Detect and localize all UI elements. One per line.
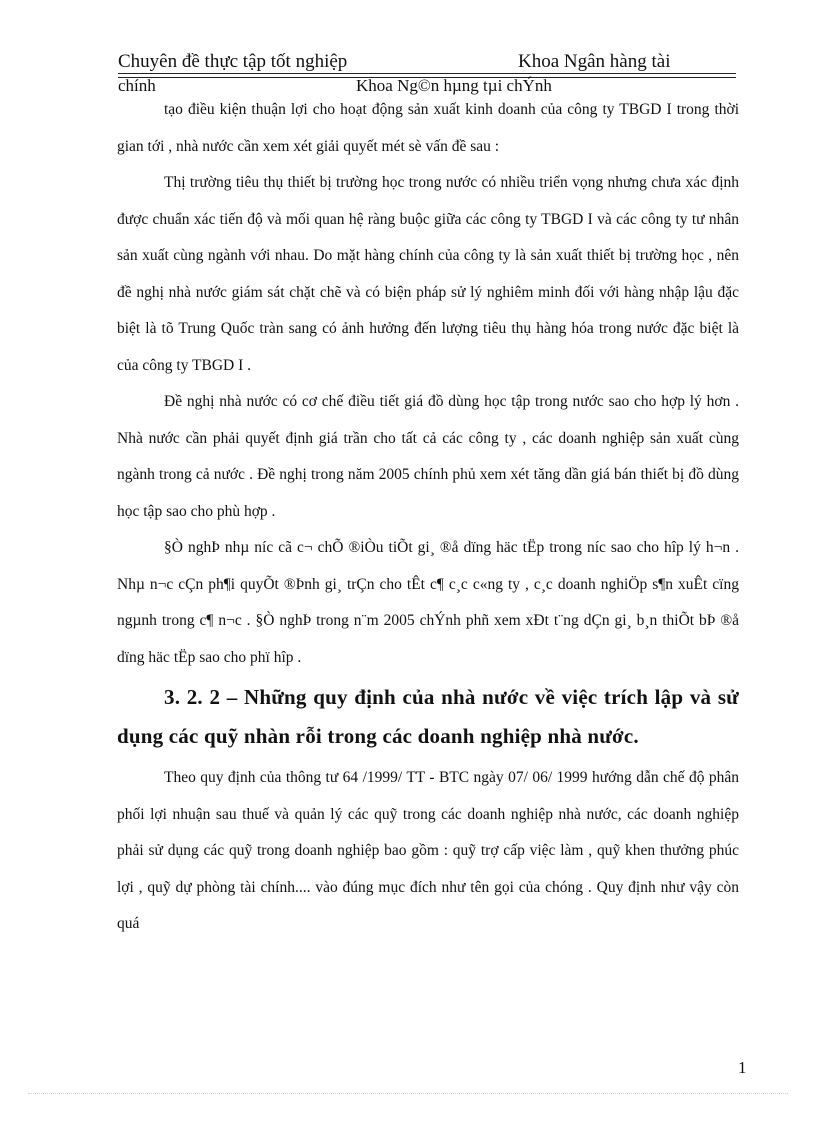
section-heading: 3. 2. 2 – Những quy định của nhà nước về việc trích lập và sử dụng các quỹ nhàn rỗi trong các doanh nghiệp nhà nước. xyxy=(117,685,739,748)
paragraph-2: Thị trường tiêu thụ thiết bị trường học trong nước có nhiều triển vọng nhưng chưa xác định được chuẩn xác tiến độ và mối quan hệ ràng buộc giữa các công ty TBGD I và các công ty tư nhân sản xuất cùng ngành với nhau. Do mặt hàng chính của công ty là sản xuất thiết bị trường học , nên đề nghị nhà nước giám sát chặt chẽ và có biện pháp sử lý nghiêm minh đối với hàng nhập lậu đặc biệt là tõ Trung Quốc tràn sang có ảnh hưởng đến lượng tiêu thụ hàng hóa trong nước đặc biệt là của công ty TBGD I . xyxy=(117,174,739,374)
header-right-text: Khoa Ngân hàng tài xyxy=(518,51,671,72)
page-header xyxy=(118,48,736,76)
paragraph-3: Đề nghị nhà nước có cơ chế điều tiết giá đồ dùng học tập trong nước sao cho hợp lý hơn . Nhà nước cần phải quyết định giá trần cho tất cả các công ty , các doanh nghiệp sản xuất cùng ngành trong cả nước . Đề nghị trong năm 2005 chính phủ xem xét tăng dần giá bán thiết bị đồ dùng học tập sao cho phù hợp . xyxy=(117,393,739,520)
header-garbled-text: Khoa Ng©n hµng tµi chÝnh xyxy=(356,76,552,95)
page-bottom-divider xyxy=(28,1093,788,1094)
body-content xyxy=(117,92,739,943)
header-rule-top xyxy=(118,73,736,74)
header-left-text: Chuyên đề thực tập tốt nghiệp xyxy=(118,51,348,72)
paragraph-1: tạo điều kiện thuận lợi cho hoạt động sản xuất kinh doanh của công ty TBGD I trong thời gian tới , nhà nước cần xem xét giải quyết mét sè vấn đề sau : xyxy=(117,101,739,155)
header-wrap-text: chính xyxy=(118,76,156,95)
paragraph-4-garbled: §Ò nghÞ nhµ níc cã c¬ chÕ ®iÒu tiÕt gi¸ ®å dïng häc tËp trong níc sao cho hîp lý h¬n . Nhµ n¬c cÇn ph¶i quyÕt ®Þnh gi¸ trÇn cho tÊt c¶ c¸c c«ng ty , c¸c doanh nghiÖp s¶n xuÊt cïng ngµnh trong c¶ n¬c . §Ò nghÞ trong n¨m 2005 chÝnh phñ xem xÐt t¨ng dÇn gi¸ b¸n thiÕt bÞ ®å dïng häc tËp sao cho phï hîp . xyxy=(117,539,739,666)
page-number: 1 xyxy=(738,1058,747,1077)
paragraph-5: Theo quy định của thông tư 64 /1999/ TT - BTC ngày 07/ 06/ 1999 hướng dẫn chế độ phân phối lợi nhuận sau thuế và quản lý các quỹ trong các doanh nghiệp nhà nước, các doanh nghiệp phải sử dụng các quỹ trong doanh nghiệp bao gồm : quỹ trợ cấp việc làm , quỹ khen thưởng phúc lợi , quỹ dự phòng tài chính.... vào đúng mục đích như tên gọi của chóng . Quy định như vậy còn quá xyxy=(117,769,739,932)
